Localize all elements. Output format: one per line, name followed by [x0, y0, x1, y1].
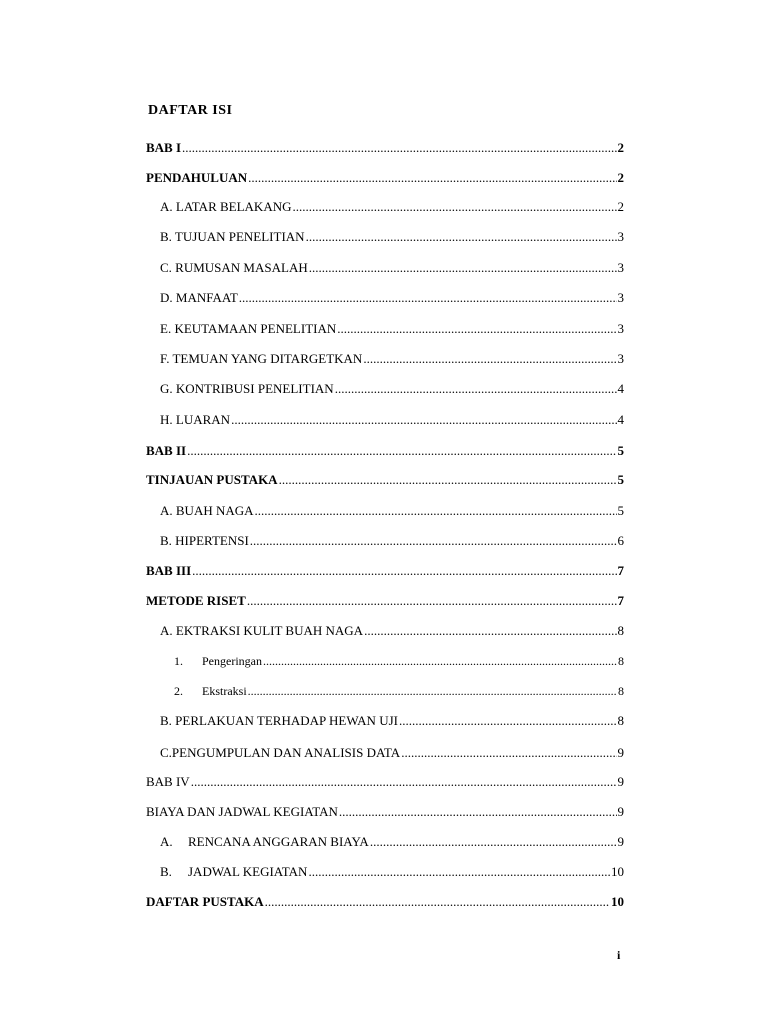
toc-entry-page: 2 — [617, 170, 624, 185]
toc-entry-label: TINJAUAN PUSTAKA — [146, 472, 278, 487]
toc-entry[interactable] — [146, 470, 624, 490]
toc-entry-page: 3 — [617, 351, 624, 366]
toc-entry-page: 7 — [617, 563, 624, 578]
toc-entry-label: H. LUARAN — [160, 412, 231, 427]
dot-leader — [239, 288, 617, 308]
toc-entry-label: B. HIPERTENSI — [160, 533, 249, 548]
toc-entry[interactable] — [160, 621, 624, 641]
toc-entry-label: C. RUMUSAN MASALAH — [160, 260, 308, 275]
dot-leader — [364, 621, 616, 641]
page-number: i — [617, 948, 621, 962]
toc-entry-label: B. TUJUAN PENELITIAN — [160, 229, 305, 244]
page-title: DAFTAR ISI — [148, 103, 233, 118]
toc-entry-number: B. — [160, 864, 172, 879]
toc-entry-page: 9 — [617, 745, 624, 760]
dot-leader — [306, 227, 617, 247]
toc-entry[interactable] — [146, 561, 624, 581]
toc-entry-number: 1. — [174, 654, 183, 668]
dot-leader — [363, 349, 616, 369]
toc-entry-page: 9 — [617, 834, 624, 849]
toc-entry[interactable] — [160, 288, 624, 308]
toc-entry[interactable] — [146, 772, 624, 792]
dot-leader — [401, 743, 616, 763]
toc-entry-label: BAB I — [146, 140, 182, 155]
toc-entry-label: C.PENGUMPULAN DAN ANALISIS DATA — [160, 745, 401, 760]
toc-entry-label-group — [160, 832, 369, 852]
toc-entry-label: F. TEMUAN YANG DITARGETKAN — [160, 351, 363, 366]
dot-leader — [399, 711, 617, 731]
toc-entry[interactable] — [146, 168, 624, 188]
dot-leader — [339, 802, 617, 822]
dot-leader — [265, 892, 610, 912]
toc-entry[interactable] — [160, 832, 624, 852]
toc-entry-label-group — [174, 681, 247, 701]
dot-leader — [370, 832, 617, 852]
toc-entry-label: D. MANFAAT — [160, 290, 238, 305]
toc-entry[interactable] — [146, 441, 624, 461]
dot-leader — [309, 258, 617, 278]
toc-entry[interactable] — [146, 802, 624, 822]
toc-entry-page: 3 — [617, 321, 624, 336]
toc-entry-page: 5 — [617, 443, 624, 458]
dot-leader — [248, 168, 616, 188]
toc-entry[interactable] — [174, 651, 624, 671]
toc-entry-page: 5 — [617, 503, 624, 518]
toc-entry[interactable] — [160, 258, 624, 278]
toc-entry-page: 2 — [617, 199, 624, 214]
dot-leader — [308, 862, 610, 882]
toc-entry-page: 10 — [611, 864, 624, 879]
toc-entry-label: BAB IV — [146, 774, 190, 789]
toc-entry-page: 9 — [617, 804, 624, 819]
toc-entry-page: 8 — [617, 623, 624, 638]
dot-leader — [248, 681, 617, 701]
toc-entry-page: 8 — [618, 654, 624, 668]
dot-leader — [292, 197, 616, 217]
toc-entry-page: 4 — [617, 381, 624, 396]
toc-entry-label: Pengeringan — [202, 654, 262, 668]
toc-entry[interactable] — [160, 743, 624, 763]
toc-entry-page: 3 — [617, 260, 624, 275]
toc-entry-label: B. PERLAKUAN TERHADAP HEWAN UJI — [160, 713, 398, 728]
toc-entry[interactable] — [146, 892, 624, 912]
toc-entry-label: RENCANA ANGGARAN BIAYA — [188, 834, 369, 849]
toc-entry-label: E. KEUTAMAAN PENELITIAN — [160, 321, 337, 336]
toc-entry-label: A. EKTRAKSI KULIT BUAH NAGA — [160, 623, 364, 638]
toc-entry[interactable] — [160, 227, 624, 247]
toc-entry[interactable] — [160, 349, 624, 369]
toc-entry[interactable] — [160, 862, 624, 882]
dot-leader — [247, 591, 617, 611]
dot-leader — [279, 470, 617, 490]
toc-entry-label: JADWAL KEGIATAN — [188, 864, 308, 879]
dot-leader — [192, 561, 616, 581]
toc-entry[interactable] — [160, 501, 624, 521]
toc-entry-number: 2. — [174, 684, 183, 698]
toc-entry[interactable] — [146, 591, 624, 611]
toc-entry[interactable] — [160, 379, 624, 399]
toc-entry-label: PENDAHULUAN — [146, 170, 248, 185]
toc-entry-page: 3 — [617, 229, 624, 244]
toc-entry-label: BAB II — [146, 443, 187, 458]
toc-entry-label: G. KONTRIBUSI PENELITIAN — [160, 381, 334, 396]
dot-leader — [182, 138, 616, 158]
toc-entry-page: 8 — [617, 713, 624, 728]
toc-entry[interactable] — [160, 711, 624, 731]
dot-leader — [335, 379, 617, 399]
dot-leader — [231, 410, 616, 430]
toc-entry-page: 4 — [617, 412, 624, 427]
toc-entry-page: 10 — [611, 894, 624, 909]
dot-leader — [191, 772, 617, 792]
toc-entry[interactable] — [160, 531, 624, 551]
toc-entry-label: Ekstraksi — [202, 684, 247, 698]
toc-entry-label: BIAYA DAN JADWAL KEGIATAN — [146, 804, 338, 819]
toc-entry[interactable] — [174, 681, 624, 701]
toc-entry[interactable] — [160, 410, 624, 430]
toc-entry-label: DAFTAR PUSTAKA — [146, 894, 264, 909]
toc-entry-label: A. LATAR BELAKANG — [160, 199, 292, 214]
toc-entry-label: BAB III — [146, 563, 192, 578]
toc-entry-label: METODE RISET — [146, 593, 246, 608]
toc-entry-page: 7 — [617, 593, 624, 608]
toc-entry-label-group — [174, 651, 262, 671]
dot-leader — [263, 651, 617, 671]
toc-entry-page: 9 — [617, 774, 624, 789]
toc-entry-number: A. — [160, 834, 173, 849]
toc-entry-page: 8 — [618, 684, 624, 698]
toc-entry-label-group — [160, 862, 307, 882]
dot-leader — [250, 531, 617, 551]
dot-leader — [187, 441, 616, 461]
dot-leader — [337, 319, 616, 339]
toc-entry[interactable] — [146, 138, 624, 158]
toc-entry[interactable] — [160, 197, 624, 217]
toc-entry-page: 2 — [617, 140, 624, 155]
toc-entry-label: A. BUAH NAGA — [160, 503, 254, 518]
toc-entry-page: 6 — [617, 533, 624, 548]
toc-entry-page: 3 — [617, 290, 624, 305]
toc-entry-page: 5 — [617, 472, 624, 487]
dot-leader — [255, 501, 617, 521]
toc-entry[interactable] — [160, 319, 624, 339]
